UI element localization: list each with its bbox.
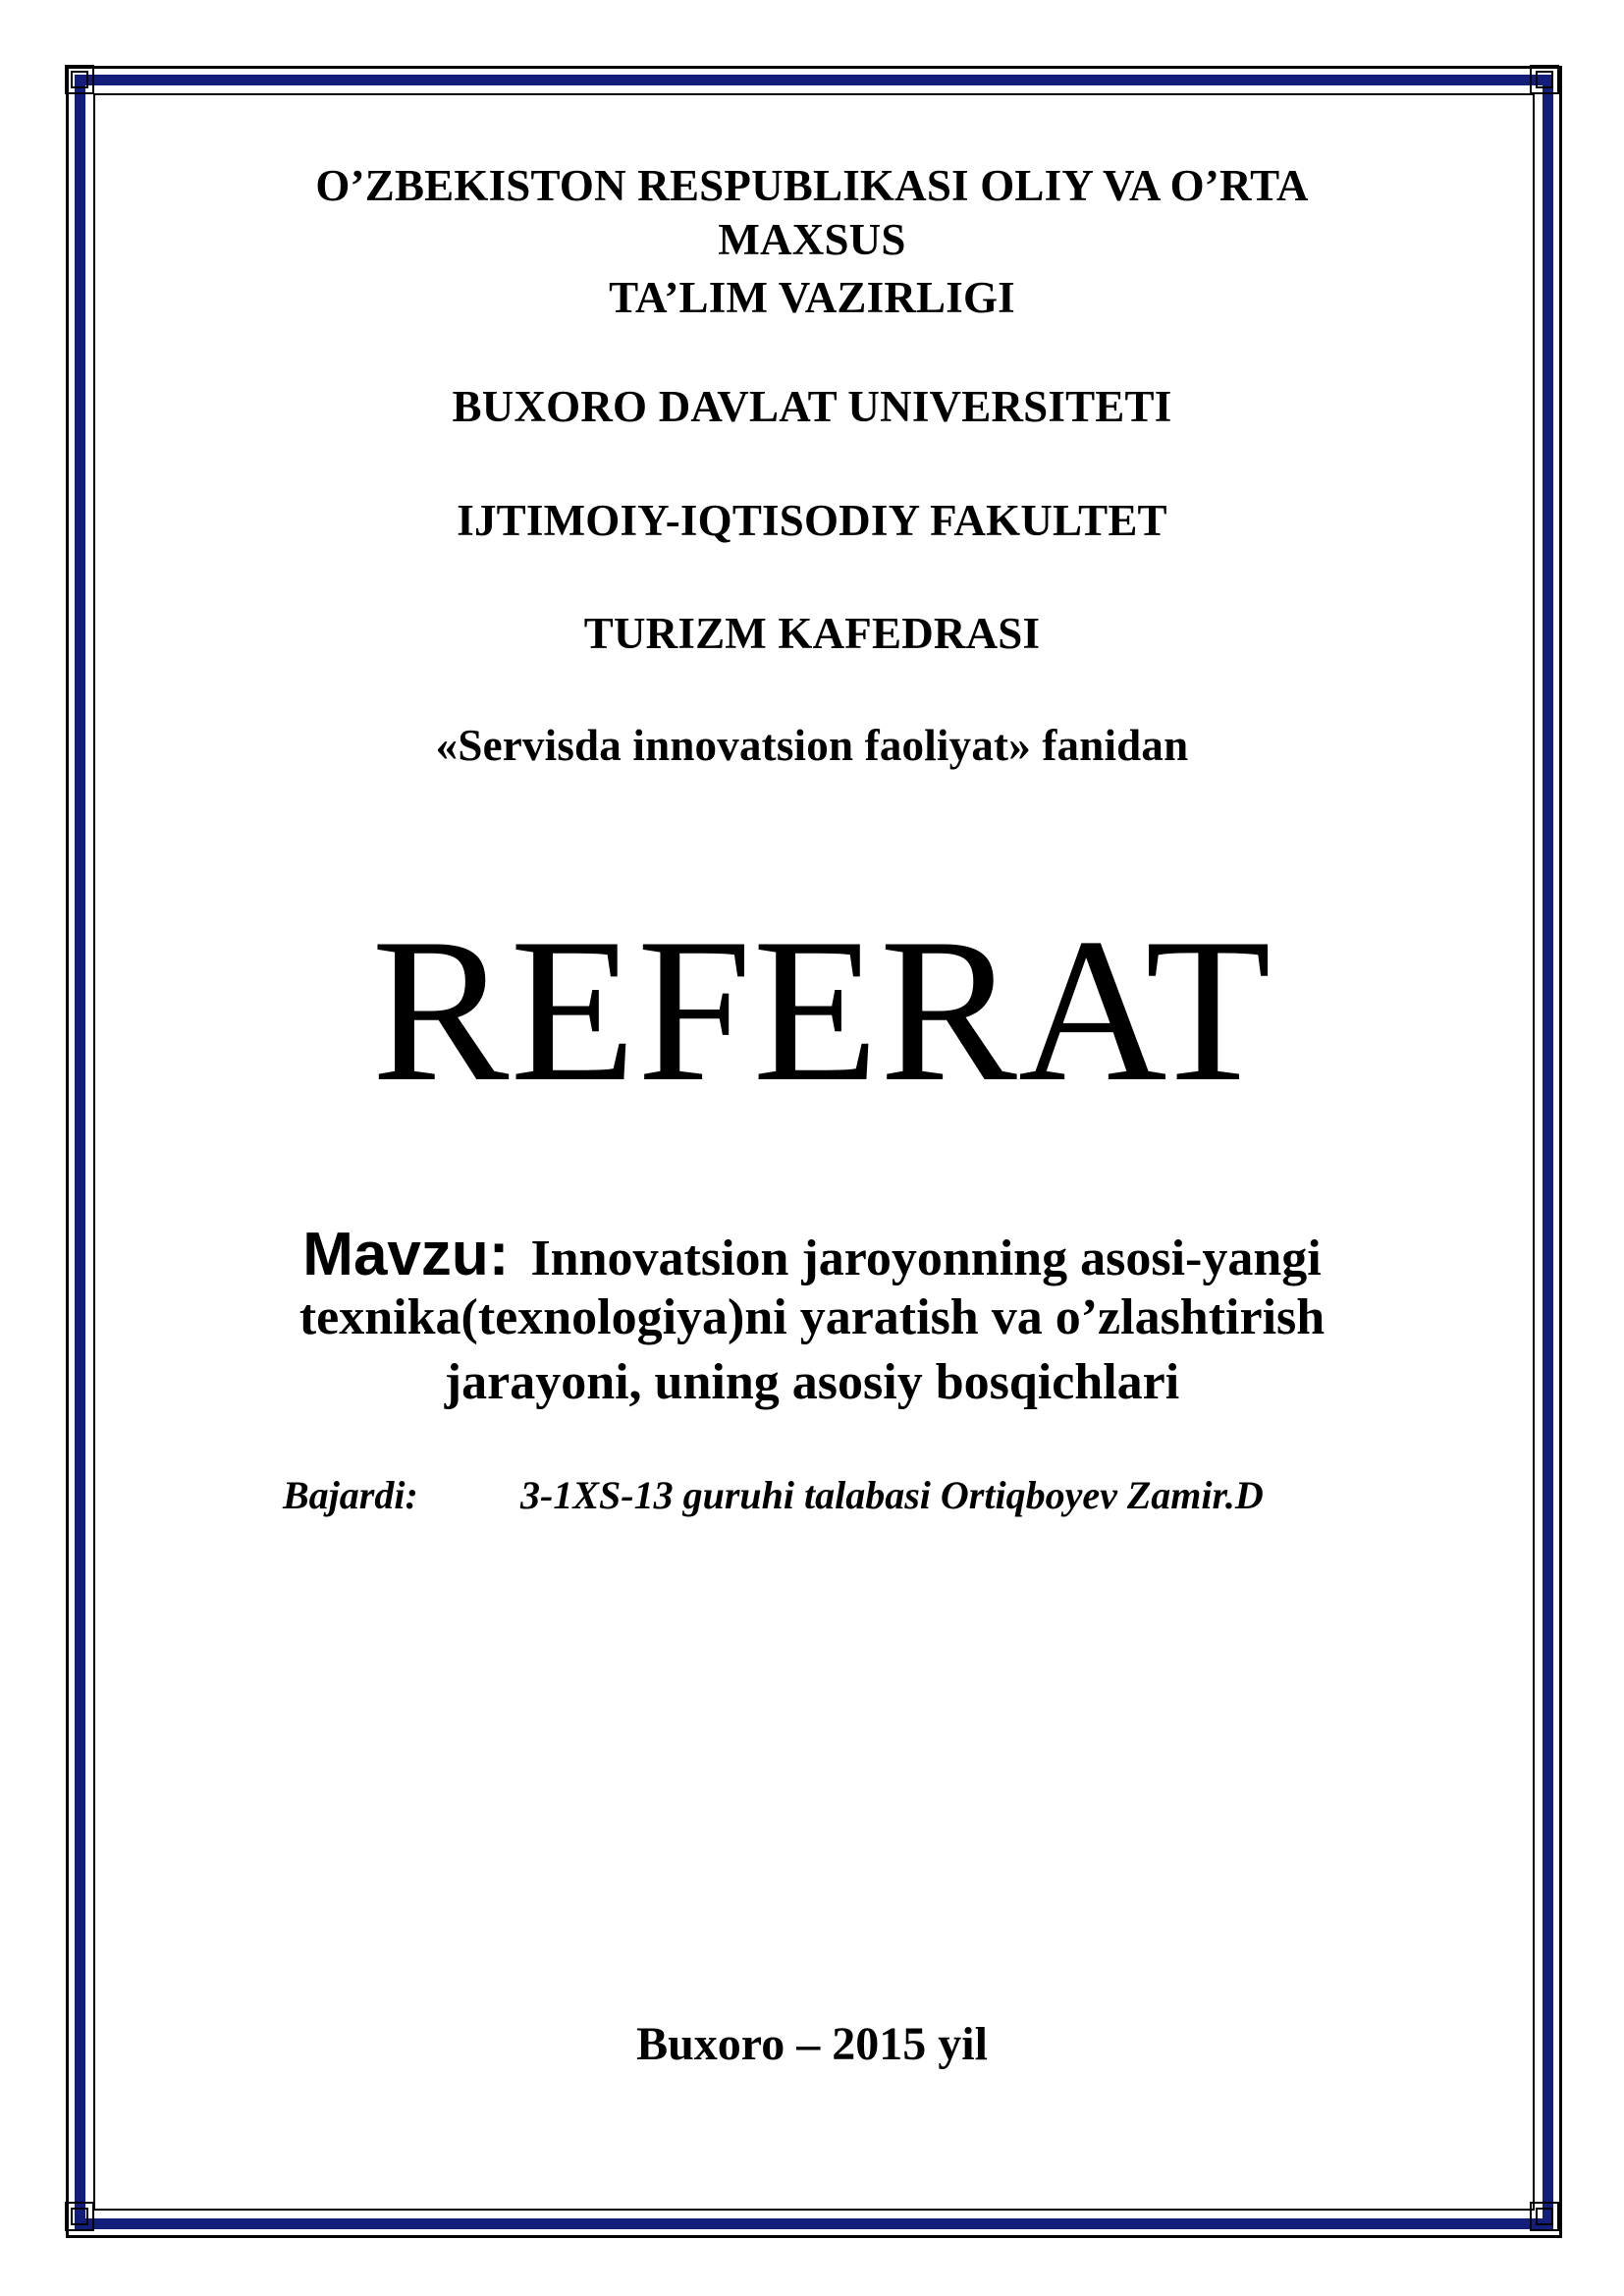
topic-line-1: [0, 1221, 1624, 1288]
faculty-name: IJTIMOIY-IQTISODIY FAKULTET: [457, 496, 1167, 545]
border-corner-ornament-top-right: [1525, 60, 1564, 99]
author-value: 3-1XS-13 guruhi talabasi Ortiqboyev Zamir.D: [520, 1473, 1264, 1517]
author-label: Bajardi:: [283, 1473, 418, 1517]
topic-label: Mavzu:: [302, 1221, 510, 1288]
place-and-year: Buxoro – 2015 yil: [636, 2018, 988, 2070]
department-name: TURIZM KAFEDRASI: [583, 609, 1041, 658]
ministry-line-2: MAXSUS: [718, 215, 906, 264]
border-corner-ornament-top-left: [60, 60, 99, 99]
topic-line-3: jarayoni, uning asosiy bosqichlari: [444, 1354, 1180, 1410]
ministry-line-3: TA’LIM VAZIRLIGI: [609, 273, 1015, 322]
topic-text-1: Innovatsion jaroyonning asosi-yangi: [530, 1230, 1322, 1286]
document-title: REFERAT: [371, 897, 1272, 1124]
border-corner-ornament-bottom-right: [1525, 2197, 1564, 2236]
subject-name: «Servisda innovatsion faoliyat» fanidan: [435, 721, 1189, 770]
topic-line-2: texnika(texnologiya)ni yaratish va o’zlashtirish: [298, 1289, 1326, 1345]
border-corner-ornament-bottom-left: [60, 2197, 99, 2236]
university-name: BUXORO DAVLAT UNIVERSITETI: [452, 382, 1172, 431]
ministry-line-1: O’ZBEKISTON RESPUBLIKASI OLIY VA O’RTA: [315, 161, 1309, 210]
